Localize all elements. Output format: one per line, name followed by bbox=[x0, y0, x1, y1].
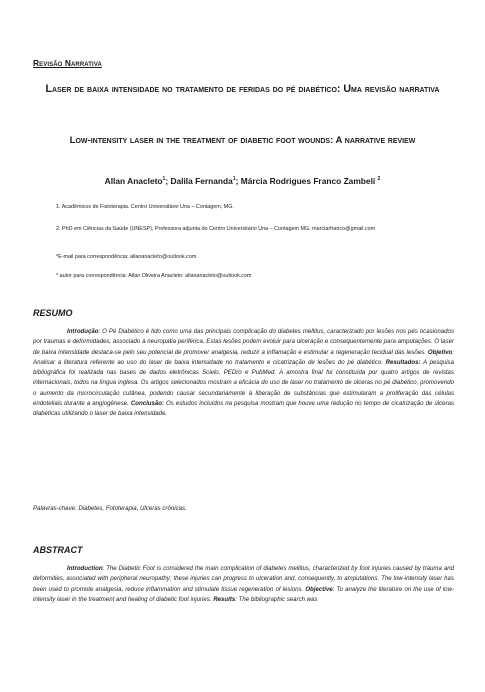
correspondence-email: *E-mail para correspondência: allananacleto@outlook.com bbox=[56, 254, 197, 260]
author-separator: ; bbox=[235, 176, 241, 186]
title-english: Low-intensity laser in the treatment of diabetic foot wounds: A narrative review bbox=[69, 135, 416, 146]
abstract-intro-label: Introduction bbox=[67, 565, 103, 572]
author-name: Márcia Rodrigues Franco Zambeli bbox=[240, 176, 378, 186]
author-affiliation-mark: 2 bbox=[377, 176, 381, 183]
author-affiliation-mark: 1 bbox=[232, 176, 236, 183]
resumo-keywords: Palavras-chave: Diabetes, Fototerapia, Ulceras crônicas. bbox=[33, 505, 187, 512]
resumo-heading: RESUMO bbox=[33, 308, 73, 318]
resumo-objective-text: : Analisar a literatura referente ao uso do laser de baixa intensidade no tratamento e cicatrização de lesões do pé diabético. bbox=[33, 348, 454, 366]
author-affiliation-mark: 1 bbox=[162, 176, 166, 183]
resumo-body bbox=[33, 327, 454, 420]
resumo-results-label: Resultados: bbox=[385, 358, 421, 366]
resumo-conclusion-label: Conclusão: bbox=[130, 400, 165, 408]
resumo-intro-label: Introdução bbox=[67, 328, 99, 335]
abstract-results-text: : The bibliographic search was bbox=[235, 595, 318, 603]
resumo-intro-text: : O Pé Diabético é tido como uma das principais complicação do diabetes mellitus, caracterizado por lesões nos pés ocasionados por traumas e deformidades, associado à neuropatia periférica. Estas lesões podem evoluir para ulceração e consequentemente para amputações. O laser de baixa intensidade destaca-se pelo seu potencial de promover analgesia, reduzir a inflamação e estimular a regeneração tecidual das lesões. bbox=[33, 328, 454, 356]
affiliation-1: 1. Acadêmicos de Fisioterapia. Centro Universitário Una – Contagem, MG. bbox=[56, 204, 234, 210]
author-separator: ; bbox=[165, 176, 171, 186]
resumo-conclusion-text: Os estudos incluídos na pesquisa mostram que houve uma redução no tempo de cicatrização de úlceras diabéticas utilizando o laser de baixa intensidade. bbox=[33, 400, 455, 418]
resumo-results-text: A pesquisa bibliográfica foi realizada nas bases de dados eletrônicas Scielo, PEDro e PubMed. A amostra final foi constituída por quatro artigos de revistas internacionais, todos na língua inglesa. Os artigos selecionados mostram a eficácia do uso de laser no tratamento de úlceras no pé diabético, promovendo o aumento da microcirculação cutânea, podendo causar secundariamente à liberação de substâncias que estimularam a proliferação das células endoteliais durante a angiogênese. bbox=[33, 358, 454, 408]
section-tag: Revisão Narrativa bbox=[33, 58, 102, 68]
abstract-body bbox=[33, 564, 454, 605]
title-portuguese: Laser de baixa intensidade no tratamento de feridas do pé diabético: Uma revisão narrativa bbox=[45, 83, 440, 95]
abstract-results-label: Results bbox=[213, 595, 236, 603]
abstract-intro-text: : The Diabetic Foot is considered the main complication of diabetes mellitus, characterized by foot injuries caused by trauma and deformities, associated with peripheral neuropathy; these injuries can progress to ulceration and, consequently, to amputations. The low-intensity laser has been used to promote analgesia, reduce inflammation and stimulate tissue regeneration of lesions. bbox=[33, 565, 454, 593]
abstract-objective-label: Objective bbox=[305, 585, 333, 593]
affiliation-2: 2. PhD em Ciências da Saúde (UNESP), Professora adjunta do Centro Universitário Una – Contagem MG. marciarfranco@gmail.com bbox=[56, 226, 376, 232]
author-name: Dalila Fernanda bbox=[170, 176, 233, 186]
resumo-objective-label: Objetivo bbox=[427, 348, 453, 356]
author-name: Allan Anacleto bbox=[104, 176, 163, 186]
author-list bbox=[30, 176, 455, 186]
abstract-objective-text: : To analyze the literature on the use of low-intensity laser in the treatment and healing of diabetic foot injuries. bbox=[33, 585, 454, 603]
corresponding-author-note: * autor para correspondência: Allan Oliveira Anacleto: allananacleto@outlook.com bbox=[56, 273, 252, 279]
abstract-heading: ABSTRACT bbox=[33, 545, 83, 555]
